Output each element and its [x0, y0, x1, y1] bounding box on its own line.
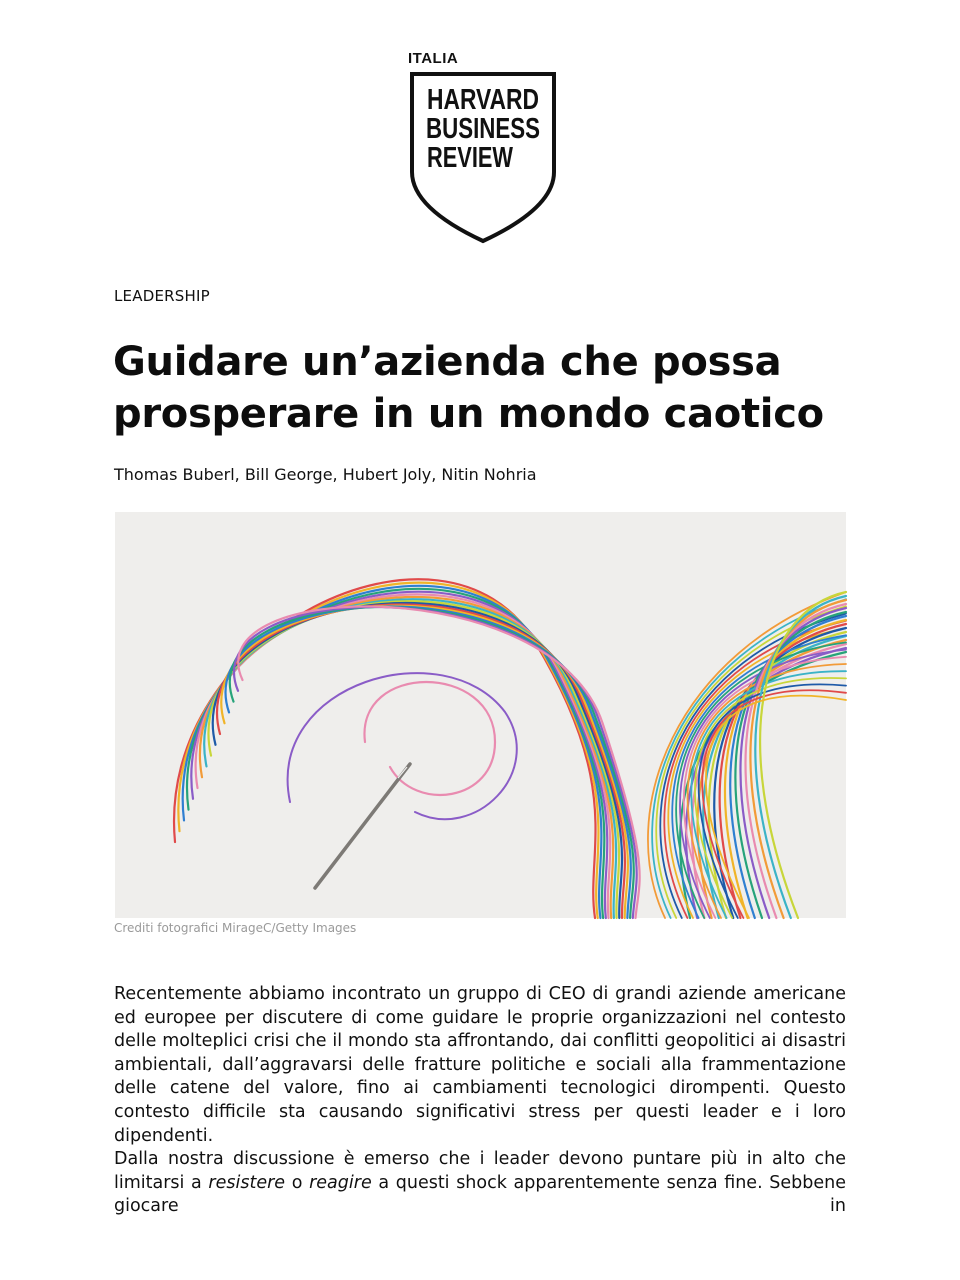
section-label[interactable]: LEADERSHIP	[114, 287, 210, 305]
thread-left	[221, 606, 628, 918]
logo-line-2: BUSINESS	[426, 113, 540, 145]
paragraph	[114, 1148, 846, 1219]
thread-left	[217, 605, 625, 918]
article-authors[interactable]: Thomas Buberl, Bill George, Hubert Joly, Nitin Nohria	[114, 465, 537, 484]
hero-image	[115, 512, 846, 918]
thread-left	[204, 599, 616, 918]
thread-right	[760, 592, 846, 918]
paragraph-text: o	[285, 1172, 310, 1193]
thread-left	[234, 607, 637, 918]
thread-left	[226, 607, 631, 918]
logo-line-3: REVIEW	[427, 142, 514, 174]
paragraph-text: a questi shock apparentemente senza fine. Sebbene giocare in	[114, 1172, 846, 1217]
thread-left	[238, 606, 639, 918]
article-body	[114, 983, 846, 1219]
threads-illustration	[115, 512, 846, 918]
logo-shield	[408, 70, 558, 245]
paragraph: Recentemente abbiamo incontrato un gruppo di CEO di grandi aziende americane ed europee per discutere di come guidare le proprie organizzazioni nel contesto delle molteplici crisi che il mondo sta affrontando, dai conflitti geopolitici ai disastri ambientali, dall’aggravarsi delle fratture politiche e sociali alla frammentazione delle catene del valore, fino ai cambiamenti tecnologici dirompenti. Questo contesto difficile sta causando significativi stress per questi leader e i loro dipendenti.	[114, 984, 846, 1146]
paragraph-text: Dalla nostra discussione è emerso che i leader devono puntare più in alto che limitarsi a	[114, 1149, 846, 1193]
logo-edition-label: ITALIA	[408, 50, 459, 67]
logo-line-1: HARVARD	[427, 84, 539, 116]
needle-icon	[315, 764, 410, 888]
thread-spiral	[288, 673, 517, 819]
article-title-line-2: prosperare in un mondo caotico	[113, 391, 824, 437]
image-credit: Crediti fotografici MirageC/Getty Images	[114, 921, 357, 935]
thread-left	[213, 603, 622, 918]
thread-right	[688, 664, 846, 918]
article-title-line-1: Guidare un’azienda che possa	[113, 339, 782, 385]
emphasis-text: reagire	[309, 1172, 372, 1193]
thread-left	[230, 607, 634, 918]
thread-left	[208, 601, 619, 918]
emphasis-text: resistere	[208, 1172, 286, 1193]
hbr-italia-logo	[408, 50, 558, 245]
thread-left	[178, 583, 598, 918]
thread-left	[183, 586, 602, 918]
thread-left	[174, 579, 596, 918]
thread-spiral	[364, 682, 495, 795]
article-title	[113, 336, 873, 440]
